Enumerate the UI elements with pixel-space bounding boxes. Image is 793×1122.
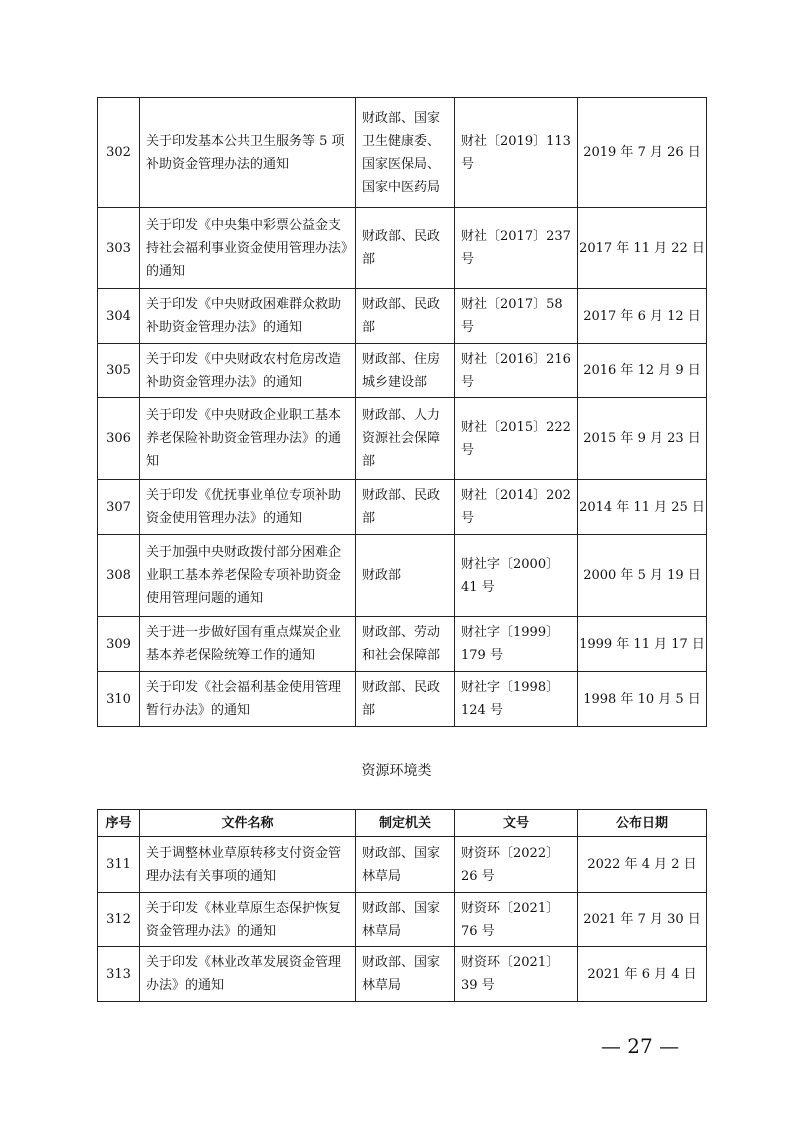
publish-date: 2017 年 11 月 22 日 [578,208,707,289]
document-name: 关于印发《中央财政企业职工基本养老保险补助资金管理办法》的通知 [140,398,356,480]
document-name: 关于印发《优抚事业单位专项补助资金使用管理办法》的通知 [140,480,356,535]
document-name: 关于印发《林业草原生态保护恢复资金管理办法》的通知 [140,893,356,947]
header-number: 序号 [98,810,140,837]
publish-date: 2016 年 12 月 9 日 [578,344,707,398]
table-row [98,344,707,398]
table-row [98,535,707,617]
publish-date: 1998 年 10 月 5 日 [578,672,707,727]
document-name: 关于印发《中央集中彩票公益金支持社会福利事业资金使用管理办法》的通知 [140,208,356,289]
document-name: 关于加强中央财政拨付部分困难企业职工基本养老保险专项补助资金使用管理问题的通知 [140,535,356,617]
publish-date: 2014 年 11 月 25 日 [578,480,707,535]
document-number: 财社〔2017〕237 号 [455,208,578,289]
publish-date: 2015 年 9 月 23 日 [578,398,707,480]
document-table-social [97,97,707,727]
document-name: 关于印发《中央财政困难群众救助补助资金管理办法》的通知 [140,289,356,344]
table-header-row [98,810,707,837]
table-row [98,617,707,672]
table-row [98,208,707,289]
issuing-agency: 财政部、劳动和社会保障部 [356,617,455,672]
header-document-name: 文件名称 [140,810,356,837]
publish-date: 2021 年 7 月 30 日 [578,893,707,947]
issuing-agency: 财政部、民政部 [356,480,455,535]
publish-date: 2017 年 6 月 12 日 [578,289,707,344]
issuing-agency: 财政部、国家卫生健康委、国家医保局、国家中医药局 [356,98,455,208]
row-number: 307 [98,480,140,535]
header-agency: 制定机关 [356,810,455,837]
table-row [98,893,707,947]
row-number: 311 [98,837,140,893]
document-name: 关于印发《林业改革发展资金管理办法》的通知 [140,947,356,1002]
header-document-number: 文号 [455,810,578,837]
section-title: 资源环境类 [361,763,432,779]
row-number: 312 [98,893,140,947]
table-row [98,672,707,727]
document-table-resources [97,809,707,1002]
document-number: 财社〔2017〕58 号 [455,289,578,344]
table-row [98,398,707,480]
table-row [98,837,707,893]
document-number: 财社〔2014〕202 号 [455,480,578,535]
issuing-agency: 财政部、国家林草局 [356,837,455,893]
issuing-agency: 财政部、国家林草局 [356,893,455,947]
row-number: 304 [98,289,140,344]
row-number: 305 [98,344,140,398]
document-number: 财社〔2019〕113 号 [455,98,578,208]
row-number: 309 [98,617,140,672]
issuing-agency: 财政部、人力资源社会保障部 [356,398,455,480]
table-row [98,98,707,208]
publish-date: 2019 年 7 月 26 日 [578,98,707,208]
issuing-agency: 财政部、国家林草局 [356,947,455,1002]
document-name: 关于印发《社会福利基金使用管理暂行办法》的通知 [140,672,356,727]
document-number: 财社〔2016〕216 号 [455,344,578,398]
publish-date: 2021 年 6 月 4 日 [578,947,707,1002]
table-row [98,480,707,535]
document-name: 关于印发《中央财政农村危房改造补助资金管理办法》的通知 [140,344,356,398]
issuing-agency: 财政部、民政部 [356,208,455,289]
table-row [98,289,707,344]
page-number: — 27 — [600,1034,680,1058]
row-number: 313 [98,947,140,1002]
document-number: 财资环〔2022〕26 号 [455,837,578,893]
row-number: 302 [98,98,140,208]
document-number: 财社〔2015〕222 号 [455,398,578,480]
document-name: 关于进一步做好国有重点煤炭企业基本养老保险统筹工作的通知 [140,617,356,672]
document-name: 关于印发基本公共卫生服务等 5 项补助资金管理办法的通知 [140,98,356,208]
publish-date: 2000 年 5 月 19 日 [578,535,707,617]
issuing-agency: 财政部、住房城乡建设部 [356,344,455,398]
issuing-agency: 财政部 [356,535,455,617]
row-number: 306 [98,398,140,480]
row-number: 303 [98,208,140,289]
publish-date: 1999 年 11 月 17 日 [578,617,707,672]
document-number: 财社字〔2000〕41 号 [455,535,578,617]
publish-date: 2022 年 4 月 2 日 [578,837,707,893]
document-number: 财资环〔2021〕76 号 [455,893,578,947]
row-number: 310 [98,672,140,727]
document-number: 财社字〔1999〕179 号 [455,617,578,672]
document-number: 财社字〔1998〕124 号 [455,672,578,727]
document-name: 关于调整林业草原转移支付资金管理办法有关事项的通知 [140,837,356,893]
header-publish-date: 公布日期 [578,810,707,837]
table-row [98,947,707,1002]
issuing-agency: 财政部、民政部 [356,672,455,727]
issuing-agency: 财政部、民政部 [356,289,455,344]
row-number: 308 [98,535,140,617]
document-number: 财资环〔2021〕39 号 [455,947,578,1002]
